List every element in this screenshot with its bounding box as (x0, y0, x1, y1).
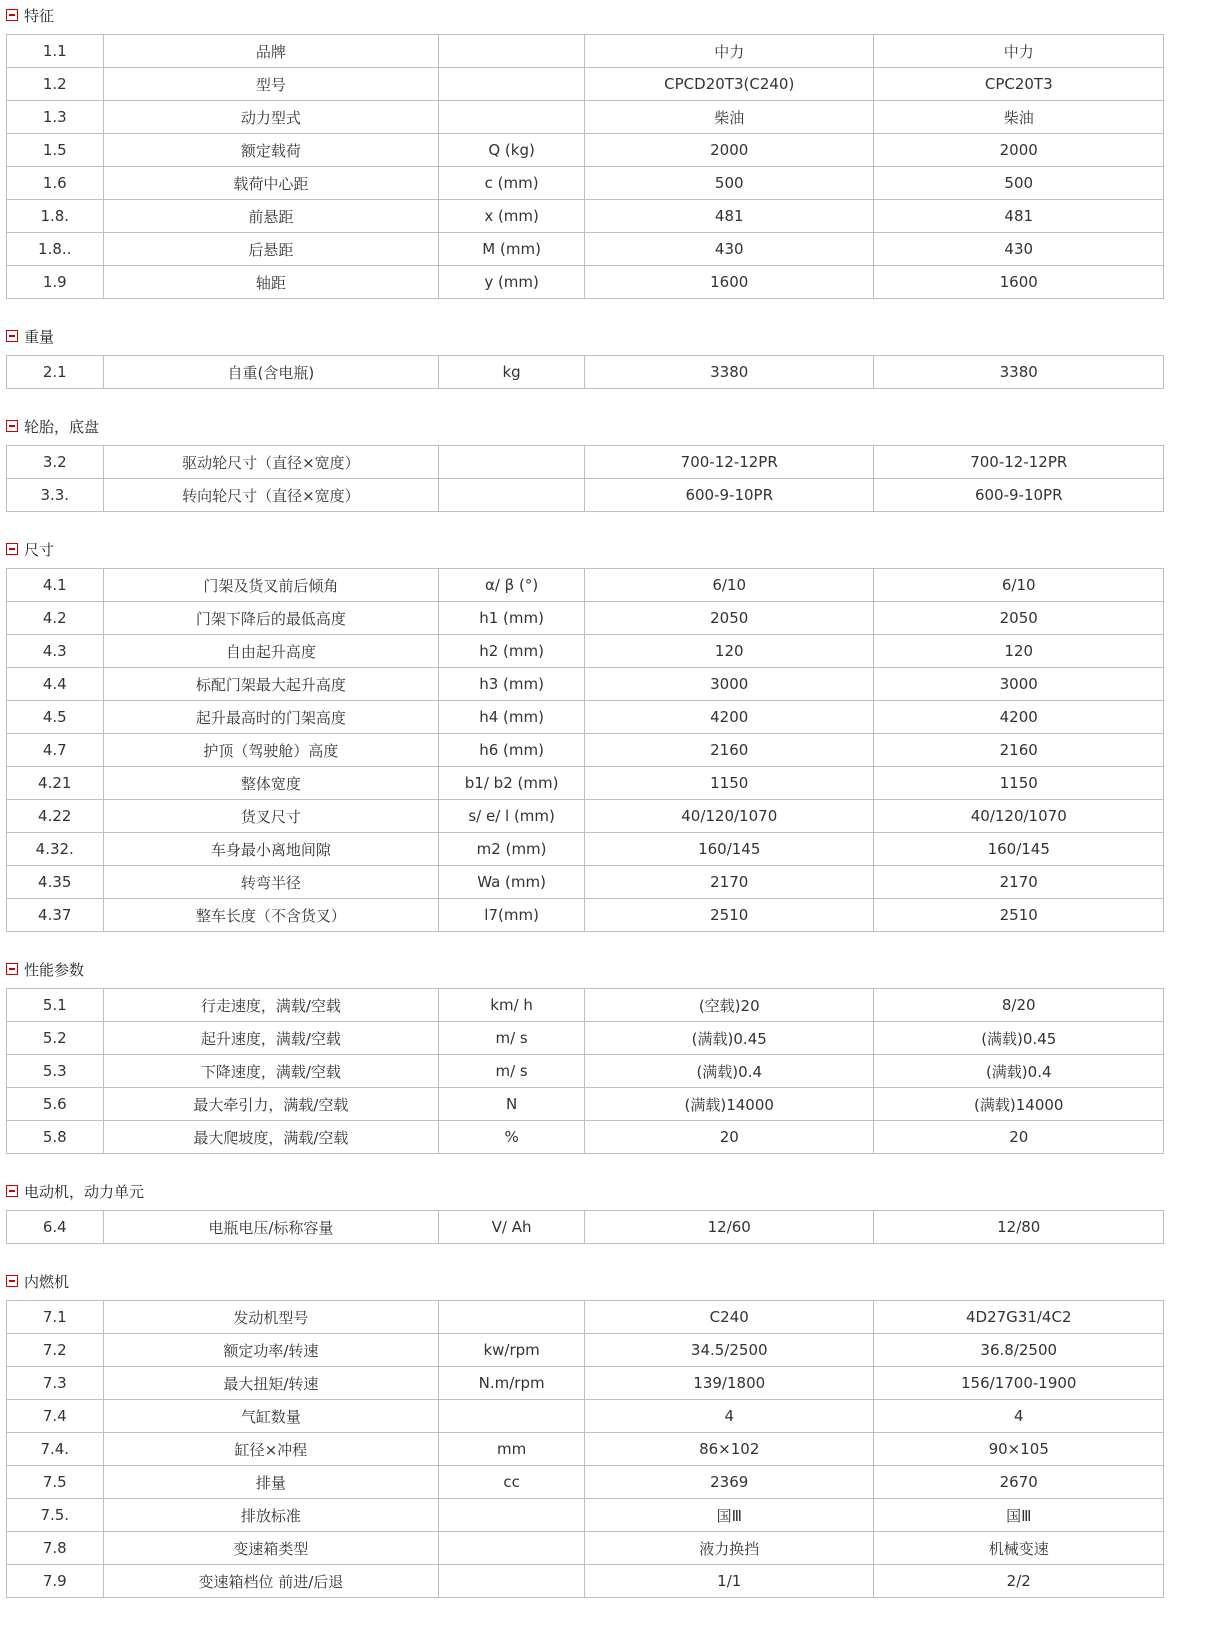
row-unit: m/ s (439, 1022, 585, 1055)
row-number: 4.7 (7, 734, 104, 767)
row-label: 自由起升高度 (103, 635, 439, 668)
model-a-value: 中力 (584, 35, 874, 68)
row-unit (439, 1301, 585, 1334)
row-label: 货叉尺寸 (103, 800, 439, 833)
model-b-value: (满载)0.45 (874, 1022, 1164, 1055)
model-b-value: 4200 (874, 701, 1164, 734)
row-number: 1.6 (7, 167, 104, 200)
model-a-value: 160/145 (584, 833, 874, 866)
model-b-value: 1150 (874, 767, 1164, 800)
model-a-value: 2170 (584, 866, 874, 899)
row-label: 额定载荷 (103, 134, 439, 167)
row-label: 品牌 (103, 35, 439, 68)
row-unit (439, 1499, 585, 1532)
spec-table (6, 355, 1164, 389)
spec-table (6, 988, 1164, 1154)
table-row (7, 569, 1164, 602)
row-unit: Q (kg) (439, 134, 585, 167)
row-number: 7.4 (7, 1400, 104, 1433)
model-a-value: 2000 (584, 134, 874, 167)
section-header[interactable] (6, 958, 1206, 980)
model-a-value: C240 (584, 1301, 874, 1334)
model-a-value: (满载)0.4 (584, 1055, 874, 1088)
row-label: 整体宽度 (103, 767, 439, 800)
model-a-value: 139/1800 (584, 1367, 874, 1400)
row-number: 1.2 (7, 68, 104, 101)
model-b-value: (满载)14000 (874, 1088, 1164, 1121)
model-b-value: 4D27G31/4C2 (874, 1301, 1164, 1334)
row-unit (439, 1565, 585, 1598)
row-number: 7.2 (7, 1334, 104, 1367)
table-row (7, 101, 1164, 134)
model-b-value: 20 (874, 1121, 1164, 1154)
row-unit: m2 (mm) (439, 833, 585, 866)
model-a-value: 500 (584, 167, 874, 200)
section-header[interactable] (6, 325, 1206, 347)
row-number: 1.8. (7, 200, 104, 233)
row-label: 整车长度（不含货叉） (103, 899, 439, 932)
model-b-value: 2050 (874, 602, 1164, 635)
table-row (7, 1400, 1164, 1433)
row-label: 行走速度，满载/空载 (103, 989, 439, 1022)
table-row (7, 35, 1164, 68)
row-unit (439, 446, 585, 479)
row-label: 最大扭矩/转速 (103, 1367, 439, 1400)
collapse-icon[interactable] (6, 1275, 18, 1287)
row-number: 3.2 (7, 446, 104, 479)
row-label: 后悬距 (103, 233, 439, 266)
model-a-value: 12/60 (584, 1211, 874, 1244)
section-title: 内燃机 (24, 1272, 70, 1291)
row-unit: h3 (mm) (439, 668, 585, 701)
model-a-value: 34.5/2500 (584, 1334, 874, 1367)
row-label: 排放标准 (103, 1499, 439, 1532)
section-header[interactable] (6, 4, 1206, 26)
table-row (7, 356, 1164, 389)
row-number: 7.1 (7, 1301, 104, 1334)
row-number: 7.5. (7, 1499, 104, 1532)
row-unit: % (439, 1121, 585, 1154)
table-row (7, 701, 1164, 734)
model-a-value: (满载)0.45 (584, 1022, 874, 1055)
model-a-value: 481 (584, 200, 874, 233)
spec-table (6, 1300, 1164, 1598)
row-unit: x (mm) (439, 200, 585, 233)
row-number: 4.37 (7, 899, 104, 932)
row-unit: h6 (mm) (439, 734, 585, 767)
collapse-icon[interactable] (6, 330, 18, 342)
table-row (7, 134, 1164, 167)
collapse-icon[interactable] (6, 963, 18, 975)
table-row (7, 989, 1164, 1022)
row-label: 标配门架最大起升高度 (103, 668, 439, 701)
row-number: 5.3 (7, 1055, 104, 1088)
model-b-value: 1600 (874, 266, 1164, 299)
model-b-value: 3000 (874, 668, 1164, 701)
spec-table (6, 1210, 1164, 1244)
row-unit: N (439, 1088, 585, 1121)
model-b-value: 国Ⅲ (874, 1499, 1164, 1532)
row-label: 转向轮尺寸（直径×宽度） (103, 479, 439, 512)
row-unit: s/ e/ l (mm) (439, 800, 585, 833)
row-number: 4.22 (7, 800, 104, 833)
section-header[interactable] (6, 415, 1206, 437)
row-unit: h2 (mm) (439, 635, 585, 668)
row-unit (439, 1532, 585, 1565)
row-label: 车身最小离地间隙 (103, 833, 439, 866)
section-title: 性能参数 (24, 960, 85, 979)
row-unit (439, 479, 585, 512)
row-label: 下降速度，满载/空载 (103, 1055, 439, 1088)
section-title: 重量 (24, 327, 55, 346)
row-label: 轴距 (103, 266, 439, 299)
row-number: 5.8 (7, 1121, 104, 1154)
model-b-value: 2670 (874, 1466, 1164, 1499)
spec-table (6, 568, 1164, 932)
table-row (7, 734, 1164, 767)
model-b-value: 8/20 (874, 989, 1164, 1022)
model-a-value: 2369 (584, 1466, 874, 1499)
row-number: 3.3. (7, 479, 104, 512)
model-b-value: 2000 (874, 134, 1164, 167)
table-row (7, 1121, 1164, 1154)
model-a-value: 86×102 (584, 1433, 874, 1466)
model-a-value: CPCD20T3(C240) (584, 68, 874, 101)
table-row (7, 200, 1164, 233)
model-b-value: CPC20T3 (874, 68, 1164, 101)
table-row (7, 800, 1164, 833)
model-b-value: 机械变速 (874, 1532, 1164, 1565)
model-a-value: 2160 (584, 734, 874, 767)
table-row (7, 1367, 1164, 1400)
model-b-value: 4 (874, 1400, 1164, 1433)
row-label: 自重(含电瓶) (103, 356, 439, 389)
row-number: 1.3 (7, 101, 104, 134)
model-a-value: 6/10 (584, 569, 874, 602)
model-a-value: 2050 (584, 602, 874, 635)
row-number: 4.3 (7, 635, 104, 668)
row-unit: M (mm) (439, 233, 585, 266)
model-a-value: 柴油 (584, 101, 874, 134)
model-b-value: 156/1700-1900 (874, 1367, 1164, 1400)
row-unit: m/ s (439, 1055, 585, 1088)
table-row (7, 1022, 1164, 1055)
row-number: 7.3 (7, 1367, 104, 1400)
row-unit: km/ h (439, 989, 585, 1022)
row-label: 动力型式 (103, 101, 439, 134)
spec-table (6, 445, 1164, 512)
row-unit: Wa (mm) (439, 866, 585, 899)
table-row (7, 266, 1164, 299)
table-row (7, 1433, 1164, 1466)
table-row (7, 1088, 1164, 1121)
table-row (7, 1499, 1164, 1532)
row-unit: V/ Ah (439, 1211, 585, 1244)
model-a-value: 1150 (584, 767, 874, 800)
table-row (7, 899, 1164, 932)
table-row (7, 668, 1164, 701)
row-number: 7.4. (7, 1433, 104, 1466)
row-unit: mm (439, 1433, 585, 1466)
table-row (7, 479, 1164, 512)
section-title: 尺寸 (24, 540, 55, 559)
model-b-value: 2510 (874, 899, 1164, 932)
row-number: 4.21 (7, 767, 104, 800)
model-a-value: 40/120/1070 (584, 800, 874, 833)
row-number: 5.6 (7, 1088, 104, 1121)
model-b-value: 36.8/2500 (874, 1334, 1164, 1367)
model-b-value: 2170 (874, 866, 1164, 899)
row-number: 4.1 (7, 569, 104, 602)
model-b-value: 2/2 (874, 1565, 1164, 1598)
row-label: 驱动轮尺寸（直径×宽度） (103, 446, 439, 479)
row-number: 7.9 (7, 1565, 104, 1598)
row-unit (439, 68, 585, 101)
section-title: 特征 (24, 6, 55, 25)
model-b-value: 600-9-10PR (874, 479, 1164, 512)
row-label: 最大爬坡度，满载/空载 (103, 1121, 439, 1154)
table-row (7, 1055, 1164, 1088)
row-number: 7.8 (7, 1532, 104, 1565)
model-b-value: 6/10 (874, 569, 1164, 602)
row-label: 缸径×冲程 (103, 1433, 439, 1466)
model-a-value: 4200 (584, 701, 874, 734)
section-header[interactable] (6, 1180, 1206, 1202)
collapse-icon[interactable] (6, 420, 18, 432)
table-row (7, 866, 1164, 899)
row-unit: α/ β (°) (439, 569, 585, 602)
table-row (7, 1565, 1164, 1598)
row-label: 发动机型号 (103, 1301, 439, 1334)
model-a-value: 3000 (584, 668, 874, 701)
row-label: 门架及货叉前后倾角 (103, 569, 439, 602)
model-b-value: 481 (874, 200, 1164, 233)
row-number: 4.2 (7, 602, 104, 635)
row-label: 气缸数量 (103, 1400, 439, 1433)
row-unit: c (mm) (439, 167, 585, 200)
row-number: 7.5 (7, 1466, 104, 1499)
row-unit: b1/ b2 (mm) (439, 767, 585, 800)
model-b-value: 40/120/1070 (874, 800, 1164, 833)
model-a-value: 1600 (584, 266, 874, 299)
row-unit: h4 (mm) (439, 701, 585, 734)
row-unit: kw/rpm (439, 1334, 585, 1367)
table-row (7, 833, 1164, 866)
row-label: 前悬距 (103, 200, 439, 233)
row-label: 起升速度，满载/空载 (103, 1022, 439, 1055)
model-a-value: 3380 (584, 356, 874, 389)
section-title: 轮胎，底盘 (24, 417, 100, 436)
model-b-value: 2160 (874, 734, 1164, 767)
model-b-value: 12/80 (874, 1211, 1164, 1244)
table-row (7, 1532, 1164, 1565)
model-b-value: 160/145 (874, 833, 1164, 866)
row-label: 型号 (103, 68, 439, 101)
model-a-value: 20 (584, 1121, 874, 1154)
model-b-value: 700-12-12PR (874, 446, 1164, 479)
table-row (7, 1301, 1164, 1334)
model-a-value: 430 (584, 233, 874, 266)
row-unit: N.m/rpm (439, 1367, 585, 1400)
row-number: 4.32. (7, 833, 104, 866)
row-unit: h1 (mm) (439, 602, 585, 635)
model-b-value: 中力 (874, 35, 1164, 68)
table-row (7, 233, 1164, 266)
row-unit: l7(mm) (439, 899, 585, 932)
spec-table (6, 34, 1164, 299)
table-row (7, 1334, 1164, 1367)
row-label: 转弯半径 (103, 866, 439, 899)
row-label: 最大牵引力，满载/空载 (103, 1088, 439, 1121)
section-header[interactable] (6, 1270, 1206, 1292)
table-row (7, 602, 1164, 635)
row-label: 额定功率/转速 (103, 1334, 439, 1367)
row-number: 2.1 (7, 356, 104, 389)
row-label: 变速箱档位 前进/后退 (103, 1565, 439, 1598)
section-title: 电动机，动力单元 (24, 1182, 145, 1201)
table-row (7, 635, 1164, 668)
model-a-value: 120 (584, 635, 874, 668)
collapse-icon[interactable] (6, 543, 18, 555)
model-a-value: 国Ⅲ (584, 1499, 874, 1532)
table-row (7, 767, 1164, 800)
row-number: 1.8.. (7, 233, 104, 266)
row-number: 5.1 (7, 989, 104, 1022)
row-label: 门架下降后的最低高度 (103, 602, 439, 635)
row-number: 1.1 (7, 35, 104, 68)
model-a-value: 700-12-12PR (584, 446, 874, 479)
model-a-value: 2510 (584, 899, 874, 932)
row-number: 6.4 (7, 1211, 104, 1244)
row-unit: y (mm) (439, 266, 585, 299)
table-row (7, 167, 1164, 200)
row-number: 1.9 (7, 266, 104, 299)
model-b-value: 90×105 (874, 1433, 1164, 1466)
row-label: 排量 (103, 1466, 439, 1499)
row-unit (439, 35, 585, 68)
collapse-icon[interactable] (6, 9, 18, 21)
row-number: 1.5 (7, 134, 104, 167)
row-number: 5.2 (7, 1022, 104, 1055)
model-b-value: 3380 (874, 356, 1164, 389)
model-a-value: 1/1 (584, 1565, 874, 1598)
row-label: 起升最高时的门架高度 (103, 701, 439, 734)
model-b-value: 430 (874, 233, 1164, 266)
model-a-value: 液力换挡 (584, 1532, 874, 1565)
table-row (7, 446, 1164, 479)
row-number: 4.5 (7, 701, 104, 734)
row-number: 4.35 (7, 866, 104, 899)
model-b-value: 500 (874, 167, 1164, 200)
model-a-value: 4 (584, 1400, 874, 1433)
collapse-icon[interactable] (6, 1185, 18, 1197)
model-b-value: 120 (874, 635, 1164, 668)
row-number: 4.4 (7, 668, 104, 701)
row-unit: cc (439, 1466, 585, 1499)
table-row (7, 68, 1164, 101)
row-label: 载荷中心距 (103, 167, 439, 200)
model-a-value: (空载)20 (584, 989, 874, 1022)
row-label: 变速箱类型 (103, 1532, 439, 1565)
row-unit (439, 101, 585, 134)
row-unit (439, 1400, 585, 1433)
table-row (7, 1466, 1164, 1499)
model-b-value: 柴油 (874, 101, 1164, 134)
row-label: 护顶（驾驶舱）高度 (103, 734, 439, 767)
model-a-value: 600-9-10PR (584, 479, 874, 512)
model-b-value: (满载)0.4 (874, 1055, 1164, 1088)
section-header[interactable] (6, 538, 1206, 560)
table-row (7, 1211, 1164, 1244)
row-unit: kg (439, 356, 585, 389)
model-a-value: (满载)14000 (584, 1088, 874, 1121)
row-label: 电瓶电压/标称容量 (103, 1211, 439, 1244)
